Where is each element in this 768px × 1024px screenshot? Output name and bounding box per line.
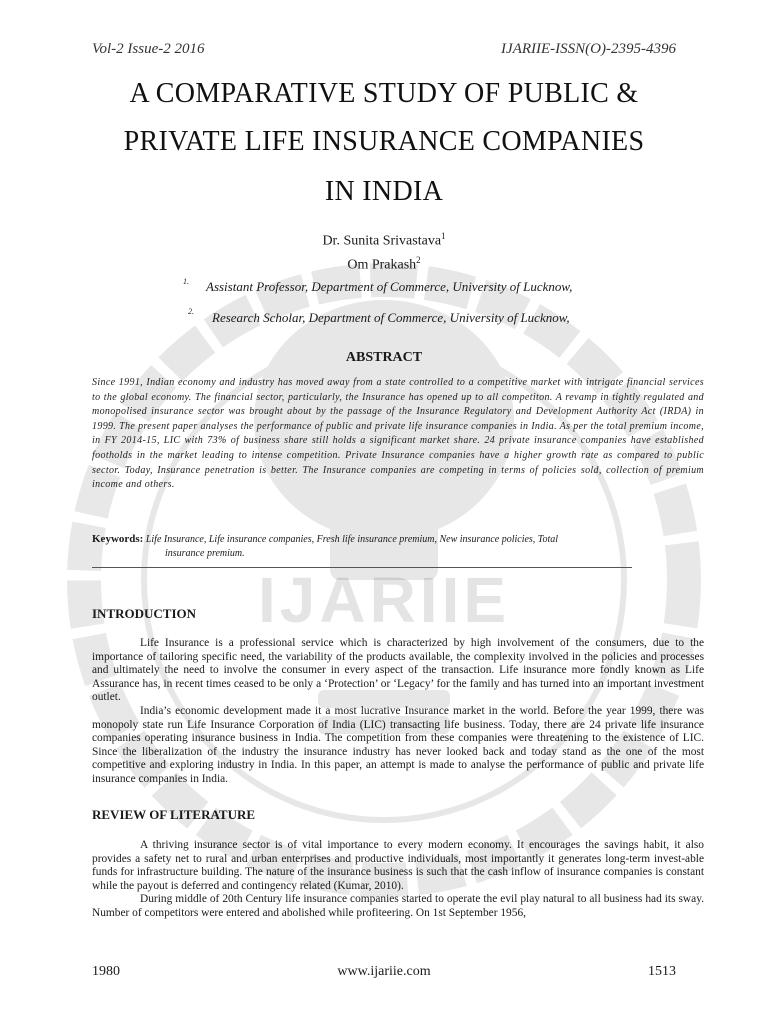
author-1-sup: 1 [441,231,446,241]
keywords-line-1 [92,532,704,547]
keywords-block [92,532,704,561]
abstract-heading: ABSTRACT [345,350,423,365]
introduction-body [92,637,704,787]
keywords-line-2: insurance premium. [165,548,245,559]
journal-volume-issue: Vol-2 Issue-2 2016 [92,41,205,57]
footer-page-number: 1513 [648,964,676,979]
affiliation-2-text: Research Scholar, Department of Commerce, University of Lucknow, [212,310,570,325]
review-paragraph-1: A thriving insurance sector is of vital importance to every modern economy. It encourages the savings habit, it also provides a safety net to rural and urban enterprises and productive individuals, most importantly it generates long-term invest-able funds for infrastructure building. The nature of the insurance business is such that the cash inflow of insurance companies is constant while the payout is deferred and contingency related (Kumar, 2010). [92,839,704,892]
review-paragraph-2: During middle of 20th Century life insurance companies started to operate the evil play natural to all business had its sway. Number of competitors were entered and abolished while profiteering. On 1st September 1956, [92,893,704,919]
author-2-sup: 2 [416,255,421,265]
author-2 [0,255,768,274]
footer-paper-id: 1980 [92,964,120,979]
affiliation-1-number: 1. [183,277,189,286]
paper-title-line-2: PRIVATE LIFE INSURANCE COMPANIES [123,126,645,157]
paper-title-line-3: IN INDIA [324,176,444,207]
svg-text:IJARIIE: IJARIIE [257,564,511,636]
author-2-name: Om Prakash [347,257,417,273]
footer-website: www.ijariie.com [337,964,431,979]
keywords-text: Life Insurance, Life insurance companies, Fresh life insurance premium, New insurance policies, Total [145,534,559,545]
review-body [92,839,704,921]
affiliation-2-number: 2. [188,307,194,316]
author-1-name: Dr. Sunita Srivastava [322,233,442,249]
section-divider [92,567,632,568]
introduction-paragraph-1: Life Insurance is a professional service which is characterized by high involvement of the consumers, due to the importance of tailoring specific need, the variability of the products available, the complexity involved in the policies and processes and ultimately the need to involve the consumer in every aspect of the transaction. Life insurance more fondly known as Life Assurance has, in recent times ceased to be only a ‘Protection’ or ‘Legacy’ for the family and has turned into an important investment outlet. [92,637,704,704]
paper-title-line-1: A COMPARATIVE STUDY OF PUBLIC & [129,78,639,109]
author-1 [0,231,768,250]
review-heading: REVIEW OF LITERATURE [92,807,256,822]
affiliation-1-text: Assistant Professor, Department of Commerce, University of Lucknow, [206,279,573,294]
introduction-heading: INTRODUCTION [92,606,197,621]
abstract-text: Since 1991, Indian economy and industry has moved away from a state controlled to a competitive market with intrigate financial services to the global economy. The financial sector, particularly, the Insurance has opened up to all competiton. A revamp in tightly regulated and monopolised insurance sector was brought about by the passage of the Insurance Regulatory and Development Authority Act (IRDA) in 1999. The present paper analyses the performance of public and private life insurance companies in India. As per the total premium income, in FY 2014-15, LIC with 73% of business share still holds a significant market share. 24 private insurance companies have established footholds in the market leading to intense competition. Private Insurance companies have a higher growth rate as compared to public sector. Today, Insurance penetration is better. The Insurance companies are competing in terms of policies sold, collection of premium income and others. [92,377,704,491]
journal-issn: IJARIIE-ISSN(O)-2395-4396 [501,41,676,57]
keywords-label: Keywords: [92,533,144,545]
introduction-paragraph-2: India’s economic development made it a most lucrative Insurance market in the world. Before the year 1999, there was monopoly state run Life Insurance Corporation of India (LIC) transacting life business. Today, there are 24 private life insurance companies operating insurance business in India. The competition from these companies were threatening to the existence of LIC. Since the liberalization of the industry the insurance industry has never looked back and today stand as the one of the most competitive and exploring industry in India. In this paper, an attempt is made to analyse the performance of public and private life insurance companies in India. [92,704,704,785]
